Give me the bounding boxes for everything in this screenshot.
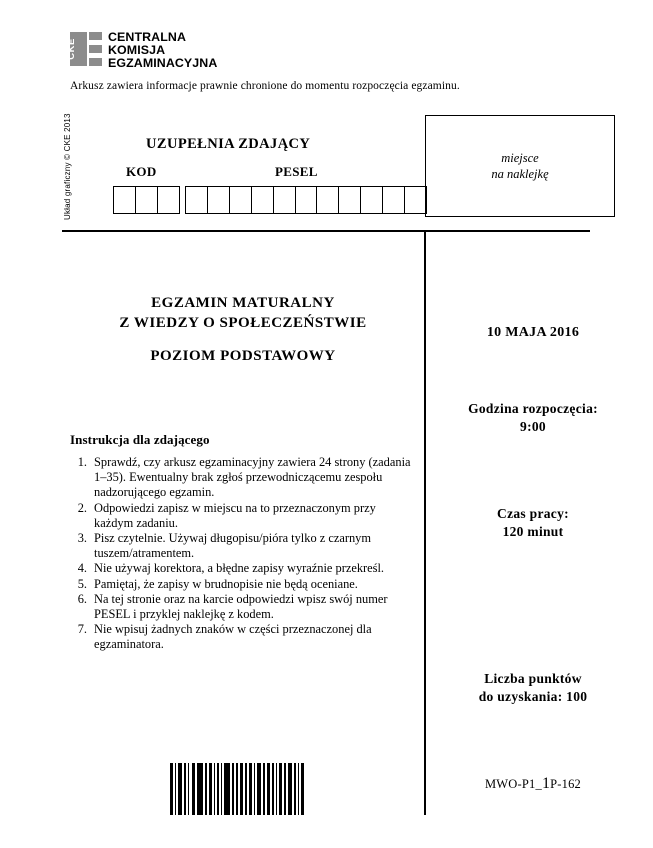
- instruction-text: Nie używaj korektora, a błędne zapisy wyraźnie przekreśl.: [94, 561, 385, 576]
- pesel-cell[interactable]: [382, 186, 405, 214]
- instruction-text: Pamiętaj, że zapisy w brudnopisie nie będą oceniane.: [94, 576, 358, 591]
- instruction-number: 6.: [77, 591, 87, 606]
- logo-bar-2: [89, 45, 102, 53]
- instruction-text: Odpowiedzi zapisz w miejscu na to przeznaczonym przy każdym zadaniu.: [94, 500, 376, 530]
- kod-label: KOD: [126, 164, 157, 179]
- kod-cell[interactable]: [157, 186, 180, 214]
- instruction-item: [70, 622, 418, 652]
- sheet-code-prefix: MWO-P1_: [484, 777, 542, 791]
- instruction-text: Nie wpisuj żadnych znaków w części przeznaczonej dla egzaminatora.: [94, 622, 372, 652]
- logo-bar-3: [89, 58, 102, 66]
- exam-level: POZIOM PODSTAWOWY: [150, 348, 336, 364]
- pesel-cell[interactable]: [295, 186, 318, 214]
- points-block: [426, 670, 640, 706]
- logo-line-1: CENTRALNA: [108, 30, 186, 44]
- protection-notice: Arkusz zawiera informacje prawnie chronione do momentu rozpoczęcia egzaminu.: [70, 80, 460, 92]
- kod-cell[interactable]: [135, 186, 158, 214]
- header-divider-rule: [62, 230, 590, 232]
- instruction-number: 4.: [77, 561, 87, 576]
- instruction-number: 1.: [77, 455, 87, 469]
- points-value: do uzyskania: 100: [478, 689, 588, 704]
- exam-title-line-2: Z WIEDZY O SPOŁECZEŃSTWIE: [119, 315, 367, 331]
- logo-line-3: EGZAMINACYJNA: [108, 56, 218, 71]
- barcode-stripe: [304, 763, 307, 815]
- instruction-item: [70, 455, 418, 501]
- logo-bar-1: [89, 32, 102, 40]
- instruction-item: [70, 501, 418, 531]
- kod-cell[interactable]: [113, 186, 136, 214]
- kod-input-boxes[interactable]: [113, 186, 180, 214]
- pesel-cell[interactable]: [338, 186, 361, 214]
- instruction-item: [70, 561, 418, 576]
- pesel-cell[interactable]: [185, 186, 208, 214]
- pesel-cell[interactable]: [360, 186, 383, 214]
- sheet-code-suffix: P-162: [550, 777, 582, 791]
- pesel-cell[interactable]: [251, 186, 274, 214]
- exam-title-line-1: EGZAMIN MATURALNY: [151, 295, 335, 311]
- logo-line-2: KOMISJA: [108, 43, 166, 58]
- duration-label: Czas pracy:: [497, 506, 569, 521]
- pesel-label: PESEL: [275, 164, 318, 179]
- instruction-item: [70, 592, 418, 622]
- points-label: Liczba punktów: [484, 671, 582, 686]
- instruction-text: Sprawdź, czy arkusz egzaminacyjny zawiera 24 strony (zadania 1–35). Ewentualny brak zgłoś przewodniczącemu zespołu nadzorującego egzamin.: [94, 455, 411, 500]
- instructions-heading: Instrukcja dla zdającego: [70, 432, 210, 447]
- start-time-value: 9:00: [520, 419, 546, 434]
- instruction-number: 2.: [77, 500, 87, 515]
- cke-logo-text: [108, 30, 217, 71]
- barcode: [170, 763, 307, 815]
- duration-value: 120 minut: [502, 524, 564, 539]
- pesel-cell[interactable]: [404, 186, 427, 214]
- sticker-text: [491, 150, 548, 182]
- sheet-code: [426, 775, 640, 793]
- duration-block: [426, 505, 640, 541]
- instruction-number: 5.: [77, 576, 87, 591]
- sticker-line-2: na naklejkę: [491, 167, 549, 181]
- instruction-text: Na tej stronie oraz na karcie odpowiedzi wpisz swój numer PESEL i przyklej naklejkę z kodem.: [94, 591, 388, 622]
- instruction-number: 3.: [77, 531, 87, 546]
- start-time-block: [426, 400, 640, 436]
- exam-date: 10 MAJA 2016: [486, 325, 580, 340]
- sticker-placeholder-box: [425, 115, 615, 217]
- instruction-text: Pisz czytelnie. Używaj długopisu/pióra tylko z czarnym tuszem/atramentem.: [94, 531, 371, 561]
- pesel-cell[interactable]: [207, 186, 230, 214]
- pesel-cell[interactable]: [273, 186, 296, 214]
- instruction-number: 7.: [77, 622, 87, 637]
- pesel-input-boxes[interactable]: [185, 186, 427, 214]
- exam-title: [62, 293, 424, 333]
- instructions-list: [70, 455, 418, 653]
- copyright-vertical-text: Układ graficzny © CKE 2013: [63, 113, 72, 220]
- pesel-cell[interactable]: [316, 186, 339, 214]
- sticker-line-1: miejsce: [501, 151, 539, 165]
- logo-mark-text: CKE: [66, 38, 77, 60]
- cke-logo: [66, 30, 218, 71]
- start-time-label: Godzina rozpoczęcia:: [468, 401, 598, 416]
- cke-logo-mark-icon: [66, 30, 102, 68]
- sheet-code-big: 1: [541, 775, 551, 792]
- pesel-cell[interactable]: [229, 186, 252, 214]
- instruction-item: [70, 531, 418, 561]
- form-title: UZUPEŁNIA ZDAJĄCY: [146, 136, 311, 152]
- instruction-item: [70, 577, 418, 592]
